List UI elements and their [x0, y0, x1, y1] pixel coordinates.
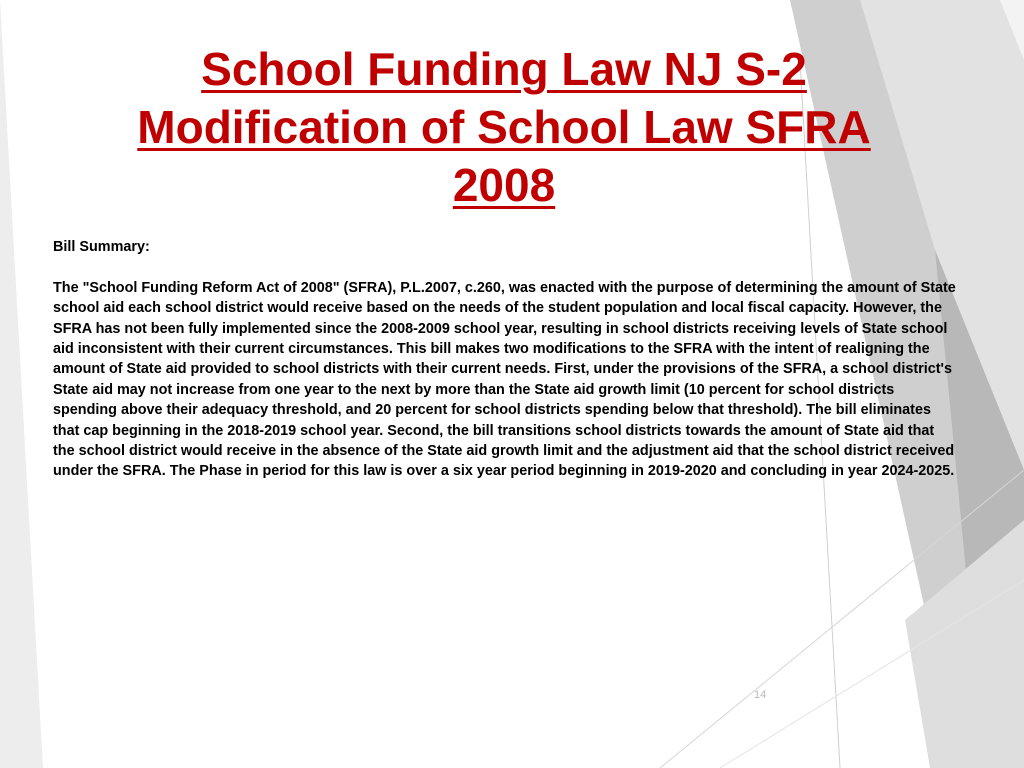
slide-title: [40, 40, 968, 214]
title-line-1: School Funding Law NJ S-2: [201, 43, 807, 95]
bill-summary-label: Bill Summary:: [53, 239, 150, 255]
title-line-3: 2008: [452, 159, 556, 211]
page-number: 14: [754, 689, 767, 701]
slide-content: [53, 237, 958, 482]
left-decor-triangle: [0, 0, 43, 768]
bill-summary-text: The "School Funding Reform Act of 2008" (SFRA), P.L.2007, c.260, was enacted with the purpose of determining the amount of State school aid each school district would receive based on the needs of the student population and local fiscal capacity. However, the SFRA has not been fully implemented since the 2008-2009 school year, resulting in school districts receiving levels of State school aid inconsistent with their current circumstances. This bill makes two modifications to the SFRA with the intent of realigning the amount of State aid provided to school districts with their current needs. First, under the provisions of the SFRA, a school district's State aid may not increase from one year to the next by more than the State aid growth limit (10 percent for school districts spending above their adequacy threshold, and 20 percent for school districts spending below that threshold). The bill eliminates that cap beginning in the 2018-2019 school year. Second, the bill transitions school districts towards the amount of State aid that the school district would receive in the absence of the State aid growth limit and the adjustment aid that the school district received under the SFRA. The Phase in period for this law is over a six year period beginning in 2019-2020 and concluding in year 2024-2025.: [53, 279, 956, 480]
title-line-2: Modification of School Law SFRA: [137, 101, 871, 153]
